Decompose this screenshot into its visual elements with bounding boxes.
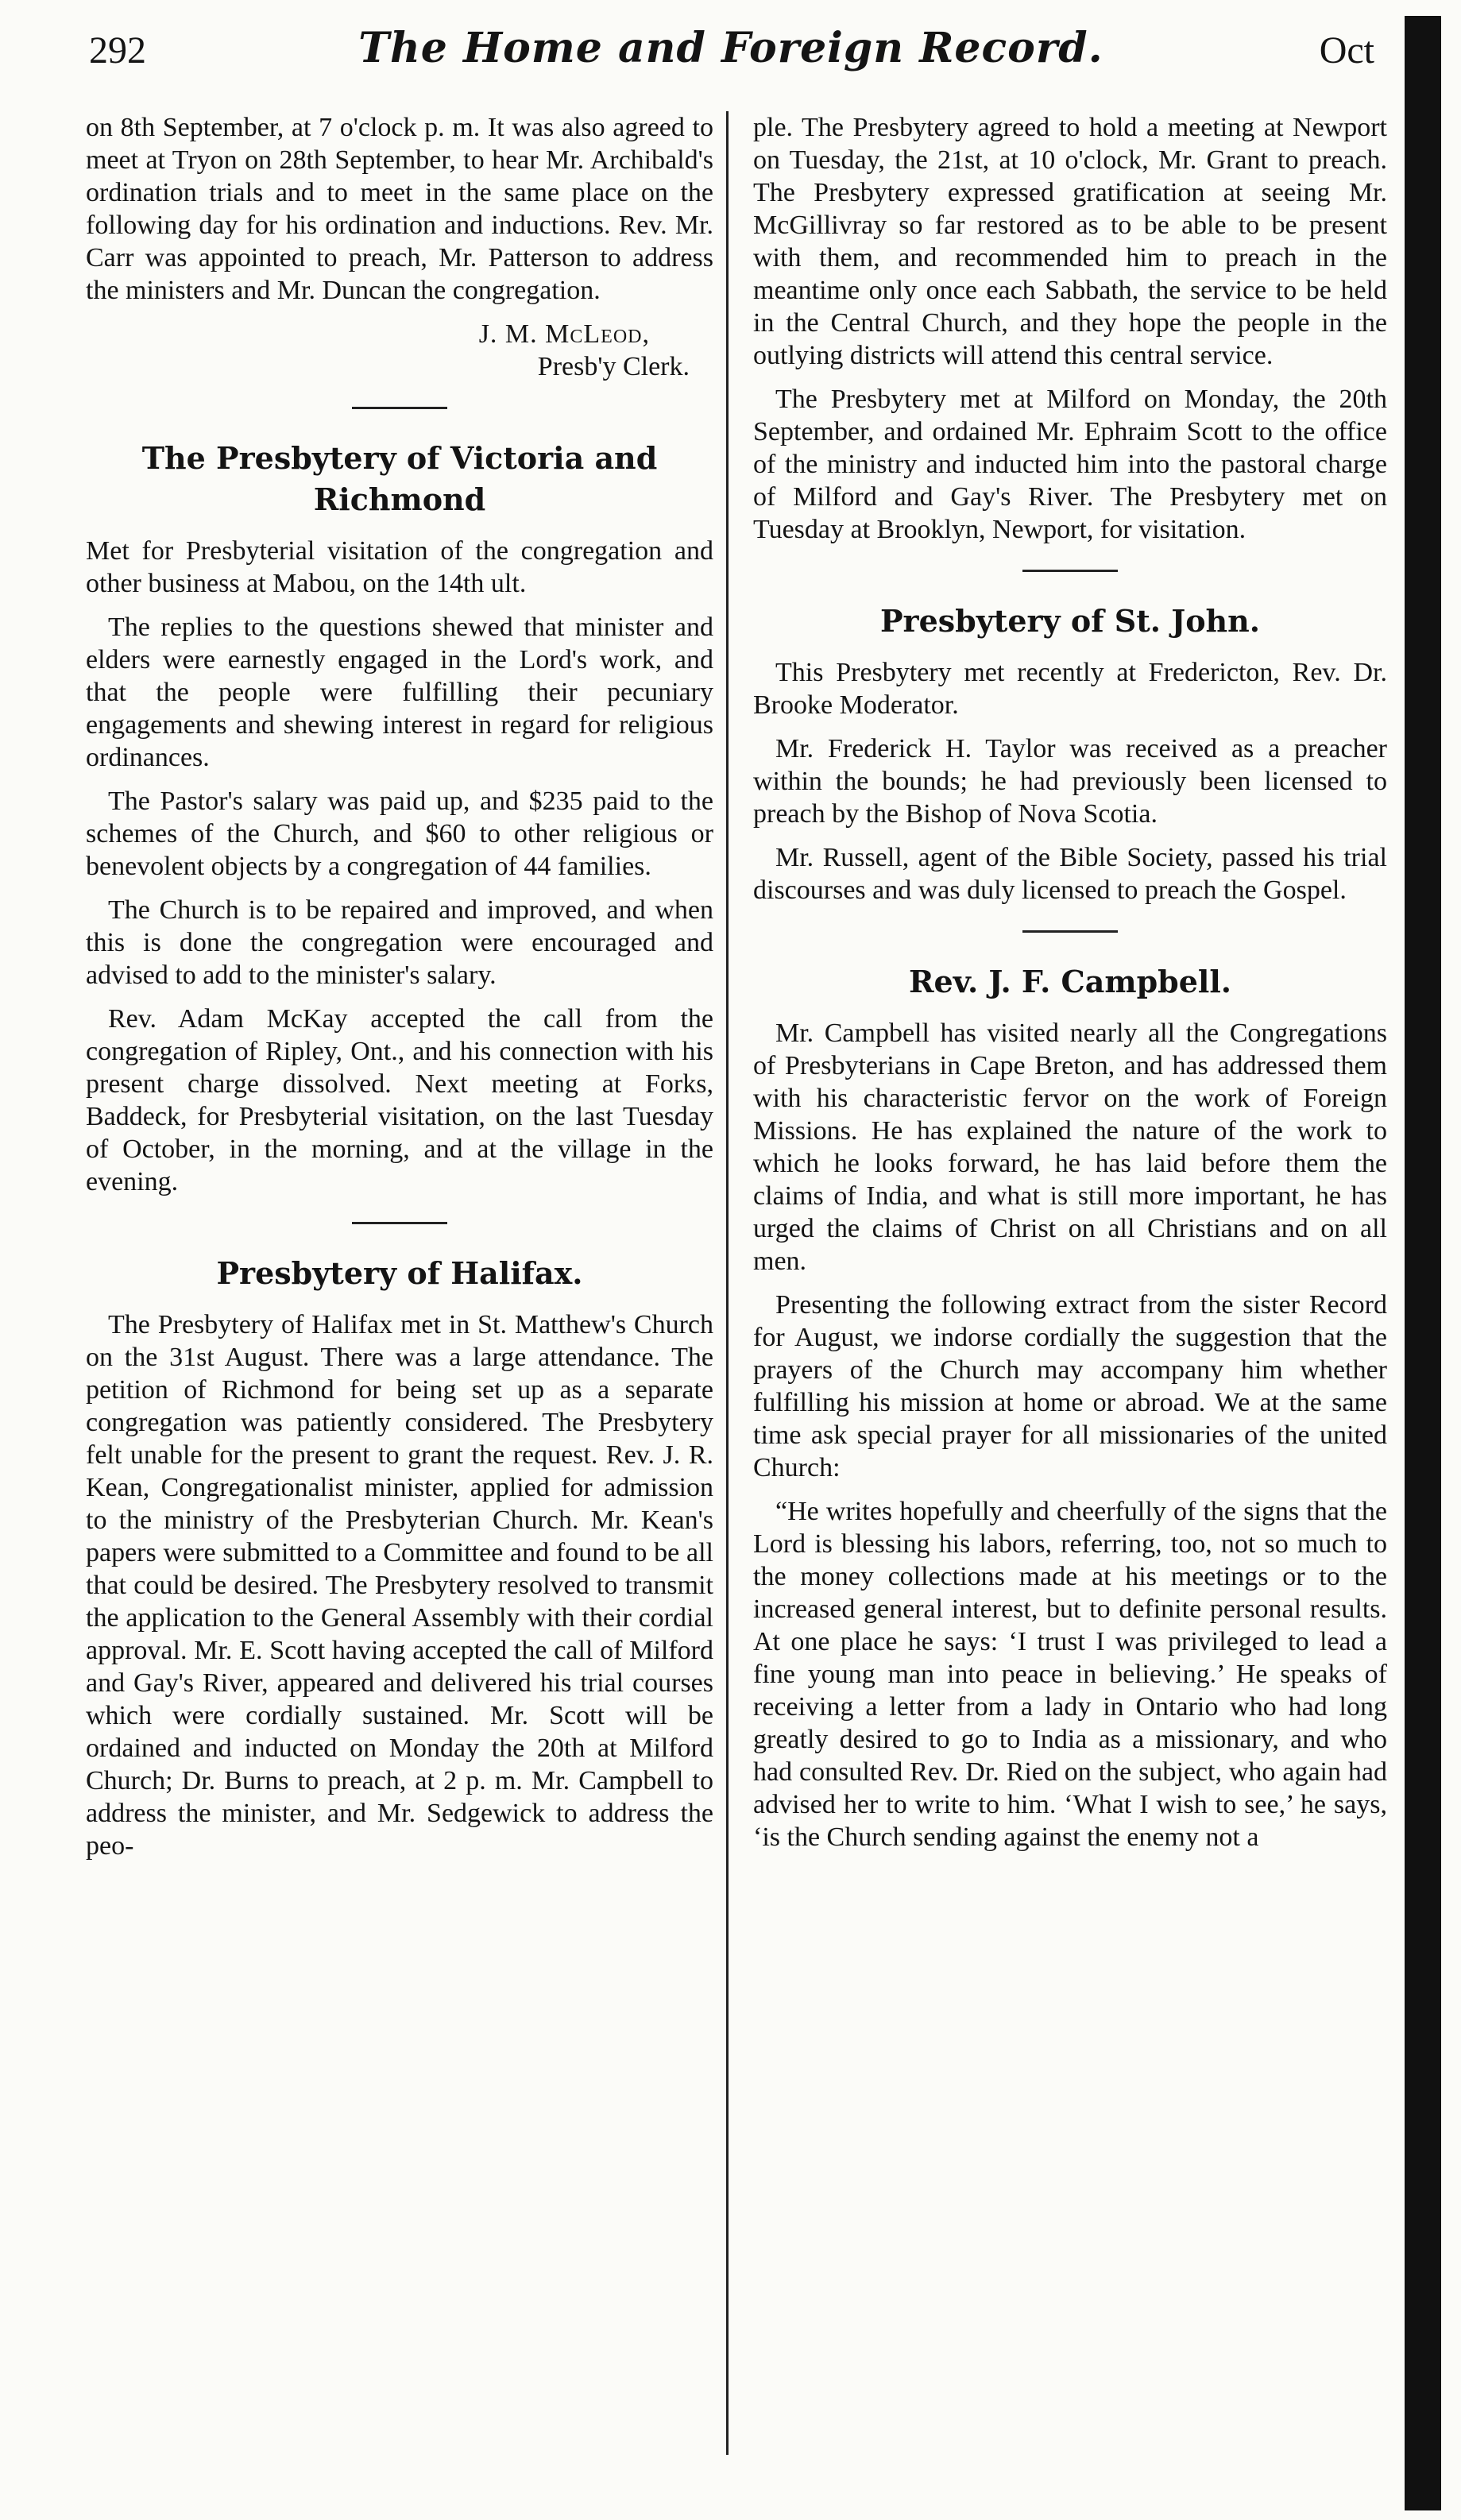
section-divider xyxy=(352,407,447,409)
section-divider xyxy=(352,1222,447,1224)
section-divider xyxy=(1022,570,1118,572)
right-column xyxy=(753,111,1387,1865)
page-header xyxy=(79,22,1382,79)
journal-title: The Home and Foreign Record. xyxy=(358,24,1103,72)
quoted-paragraph: “He writes hopefully and cheerfully of the signs that the Lord is blessing his labors, referring, too, not so much to the money collections made at his meetings or to the increased general interest, but to definite personal results. At one place he says: ‘I trust I was privileged to lead a fine young man into peace in believing.’ He speaks of receiving a letter from a lady in Ontario who had long greatly desired to go to India as a missionary, and who had consulted Rev. Dr. Ried on the subject, who again had advised her to write to him. ‘What I wish to see,’ he says, ‘is the Church sending against the enemy not a xyxy=(753,1497,1387,1852)
section-heading-st-john: Presbytery of St. John. xyxy=(879,603,1261,639)
section-divider xyxy=(1022,930,1118,933)
paragraph: Met for Presbyterial visitation of the congregation and other business at Mabou, on the 14th ult. xyxy=(86,536,713,598)
paragraph: This Presbytery met recently at Fredericton, Rev. Dr. Brooke Moderator. xyxy=(753,658,1387,720)
paragraph: The replies to the questions shewed that minister and elders were earnestly engaged in the Lord's work, and that the people were fulfilling their pecuniary engagements and shewing interest in regard for religious ordinances. xyxy=(86,613,713,772)
paragraph: Mr. Russell, agent of the Bible Society, passed his trial discourses and was duly licensed to preach the Gospel. xyxy=(753,843,1387,905)
paragraph: The Presbytery of Halifax met in St. Matthew's Church on the 31st August. There was a large attendance. The petition of Richmond for being set up as a separate congregation was patiently considered. The Presbytery felt unable for the present to grant the request. Rev. J. R. Kean, Congregationalist minister, applied for admission to the ministry of the Presbyterian Church. Mr. Kean's papers were submitted to a Committee and found to be all that could be desired. The Presbytery resolved to transmit the application to the General Assembly with their cordial approval. Mr. E. Scott having accepted the call of Milford and Gay's River, appeared and delivered his trial courses which were cordially sustained. Mr. Scott will be ordained and inducted on Monday the 20th at Milford Church; Dr. Burns to preach, at 2 p. m. Mr. Campbell to address the minister, and Mr. Sedgewick to address the peo- xyxy=(86,1310,713,1861)
left-column xyxy=(86,111,713,1873)
paragraph: The Presbytery met at Milford on Monday, the 20th September, and ordained Mr. Ephraim Scott to the office of the ministry and inducted him into the pastoral charge of Milford and Gay's River. The Presbytery met on Tuesday at Brooklyn, Newport, for visitation. xyxy=(753,385,1387,544)
paragraph: on 8th September, at 7 o'clock p. m. It was also agreed to meet at Tryon on 28th September, to hear Mr. Archibald's ordination trials and to meet in the same place on the following day for his ordination and inductions. Rev. Mr. Carr was appointed to preach, Mr. Patterson to address the ministers and Mr. Duncan the congregation. xyxy=(86,113,713,305)
column-rule xyxy=(726,111,729,2455)
paragraph: Mr. Frederick H. Taylor was received as a preacher within the bounds; he had previously been licensed to preach by the Bishop of Nova Scotia. xyxy=(753,734,1387,829)
signature-title: Presb'y Clerk. xyxy=(537,352,690,381)
section-heading-campbell: Rev. J. F. Campbell. xyxy=(908,964,1232,999)
page-number: 292 xyxy=(89,29,146,72)
paragraph: Rev. Adam McKay accepted the call from the congregation of Ripley, Ont., and his connection with his present charge dissolved. Next meeting at Forks, Baddeck, for Presbyterial visitation, on the last Tuesday of October, in the morning, and at the village in the evening. xyxy=(86,1004,713,1196)
paragraph: The Church is to be repaired and improved, and when this is done the congregation were encouraged and advised to add to the minister's salary. xyxy=(86,895,713,990)
issue-month: Oct xyxy=(1319,29,1374,72)
signature-name: J. M. McLeod, xyxy=(478,319,650,349)
paragraph: The Pastor's salary was paid up, and $235 paid to the schemes of the Church, and $60 to other religious or benevolent objects by a congregation of 44 families. xyxy=(86,787,713,881)
paragraph: Presenting the following extract from the sister Record for August, we indorse cordially the suggestion that the prayers of the Church may accompany him whether fulfilling his mission at home or abroad. We at the same time ask special prayer for all missionaries of the united Church: xyxy=(753,1290,1387,1482)
section-heading-victoria: The Presbytery of Victoria and Richmond xyxy=(141,440,658,517)
paragraph: Mr. Campbell has visited nearly all the Congregations of Presbyterians in Cape Breton, and has addressed them with his characteristic fervor on the work of Foreign Missions. He has explained the nature of the work to which he looks forward, he has laid before them the claims of India, and what is still more important, he has urged the claims of Christ on all Christians and on all men. xyxy=(753,1018,1387,1276)
section-heading-halifax: Presbytery of Halifax. xyxy=(216,1255,583,1291)
page-edge-shadow xyxy=(1405,16,1441,2510)
paragraph: ple. The Presbytery agreed to hold a meeting at Newport on Tuesday, the 21st, at 10 o'clock, Mr. Grant to preach. The Presbytery expressed gratification at seeing Mr. McGillivray so far restored as to be able to be present with them, and recommended him to preach in the meantime only once each Sabbath, the service to be held in the Central Church, and they hope the people in the outlying districts will attend this central service. xyxy=(753,113,1387,370)
